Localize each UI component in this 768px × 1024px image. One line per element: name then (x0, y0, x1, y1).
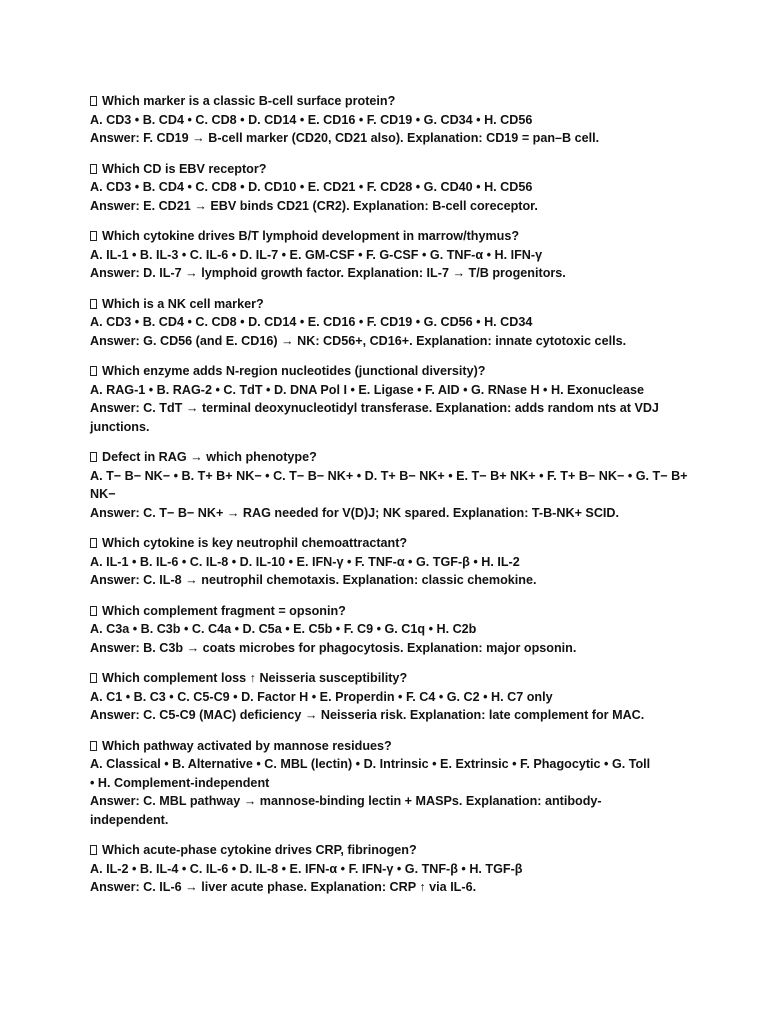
answer-line: Answer: C. C5-C9 (MAC) deficiency → Neisseria risk. Explanation: late complement for MAC. (90, 708, 645, 722)
options-line: A. IL-2 • B. IL-4 • C. IL-6 • D. IL-8 • E. IFN-α • F. IFN-γ • G. TNF-β • H. TGF-β (90, 861, 523, 876)
answer-line-continued: junctions. (90, 419, 150, 434)
options-line-continued: NK− (90, 487, 116, 501)
question-block (90, 92, 690, 148)
options-line: A. T− B− NK− • B. T+ B+ NK− • C. T− B− NK+ • D. T+ B− NK+ • E. T− B+ NK+ • F. T+ B− NK− • G. T− B+ (90, 468, 688, 483)
answer-line: Answer: C. MBL pathway → mannose-binding lectin + MASPs. Explanation: antibody- (90, 794, 602, 808)
options-line: A. CD3 • B. CD4 • C. CD8 • D. CD10 • E. CD21 • F. CD28 • G. CD40 • H. CD56 (90, 180, 533, 194)
question-text: Defect in RAG → which phenotype? (102, 450, 317, 464)
answer-line: Answer: C. IL-8 → neutrophil chemotaxis. Explanation: classic chemokine. (90, 573, 537, 587)
answer-line: Answer: C. T− B− NK+ → RAG needed for V(D)J; NK spared. Explanation: T-B-NK+ SCID. (90, 505, 620, 520)
options-line: A. IL-1 • B. IL-6 • C. IL-8 • D. IL-10 • E. IFN-γ • F. TNF-α • G. TGF-β • H. IL-2 (90, 554, 520, 569)
question-block (90, 669, 690, 725)
question-block (90, 295, 690, 351)
checkbox-icon (90, 366, 97, 376)
checkbox-icon (90, 164, 97, 174)
answer-line: Answer: F. CD19 → B-cell marker (CD20, CD21 also). Explanation: CD19 = pan–B cell. (90, 131, 600, 145)
question-block (90, 841, 690, 897)
answer-line: Answer: C. IL-6 → liver acute phase. Explanation: CRP ↑ via IL-6. (90, 880, 477, 894)
question-block (90, 448, 690, 522)
options-line: A. CD3 • B. CD4 • C. CD8 • D. CD14 • E. CD16 • F. CD19 • G. CD34 • H. CD56 (90, 112, 533, 127)
question-text: Which complement fragment = opsonin? (102, 603, 346, 618)
answer-line: Answer: C. TdT → terminal deoxynucleotidyl transferase. Explanation: adds random nts at VDJ (90, 401, 659, 415)
options-line-continued: • H. Complement-independent (90, 775, 270, 790)
question-text: Which is a NK cell marker? (102, 296, 264, 311)
question-text: Which acute-phase cytokine drives CRP, fibrinogen? (102, 843, 417, 857)
question-text: Which complement loss ↑ Neisseria susceptibility? (102, 671, 408, 685)
options-line: A. C3a • B. C3b • C. C4a • D. C5a • E. C5b • F. C9 • G. C1q • H. C2b (90, 622, 477, 636)
options-line: A. Classical • B. Alternative • C. MBL (lectin) • D. Intrinsic • E. Extrinsic • F. Phagocytic • G. Toll (90, 757, 651, 771)
options-line: A. CD3 • B. CD4 • C. CD8 • D. CD14 • E. CD16 • F. CD19 • G. CD56 • H. CD34 (90, 315, 533, 329)
checkbox-icon (90, 741, 97, 751)
checkbox-icon (90, 538, 97, 548)
answer-line: Answer: B. C3b → coats microbes for phagocytosis. Explanation: major opsonin. (90, 640, 577, 655)
checkbox-icon (90, 452, 97, 462)
question-block (90, 737, 690, 830)
question-block (90, 160, 690, 216)
question-block (90, 227, 690, 283)
question-text: Which marker is a classic B-cell surface protein? (102, 94, 396, 108)
checkbox-icon (90, 231, 97, 241)
options-line: A. C1 • B. C3 • C. C5-C9 • D. Factor H • E. Properdin • F. C4 • G. C2 • H. C7 only (90, 689, 553, 704)
document-page (90, 92, 690, 897)
answer-line: Answer: E. CD21 → EBV binds CD21 (CR2). Explanation: B-cell coreceptor. (90, 198, 538, 213)
question-text: Which cytokine is key neutrophil chemoattractant? (102, 536, 408, 550)
question-block (90, 534, 690, 590)
answer-line-continued: independent. (90, 812, 169, 827)
options-line: A. RAG-1 • B. RAG-2 • C. TdT • D. DNA Pol I • E. Ligase • F. AID • G. RNase H • H. Exonuclease (90, 382, 645, 397)
checkbox-icon (90, 673, 97, 683)
checkbox-icon (90, 845, 97, 855)
checkbox-icon (90, 299, 97, 309)
checkbox-icon (90, 606, 97, 616)
options-line: A. IL-1 • B. IL-3 • C. IL-6 • D. IL-7 • E. GM-CSF • F. G-CSF • G. TNF-α • H. IFN-γ (90, 247, 543, 262)
answer-line: Answer: G. CD56 (and E. CD16) → NK: CD56+, CD16+. Explanation: innate cytotoxic cells. (90, 333, 627, 348)
answer-line: Answer: D. IL-7 → lymphoid growth factor. Explanation: IL-7 → T/B progenitors. (90, 266, 566, 280)
question-block (90, 602, 690, 658)
question-text: Which pathway activated by mannose residues? (102, 738, 392, 753)
question-text: Which cytokine drives B/T lymphoid development in marrow/thymus? (102, 229, 520, 243)
question-block (90, 362, 690, 436)
checkbox-icon (90, 96, 97, 106)
question-text: Which CD is EBV receptor? (102, 161, 267, 176)
question-text: Which enzyme adds N-region nucleotides (junctional diversity)? (102, 364, 486, 378)
